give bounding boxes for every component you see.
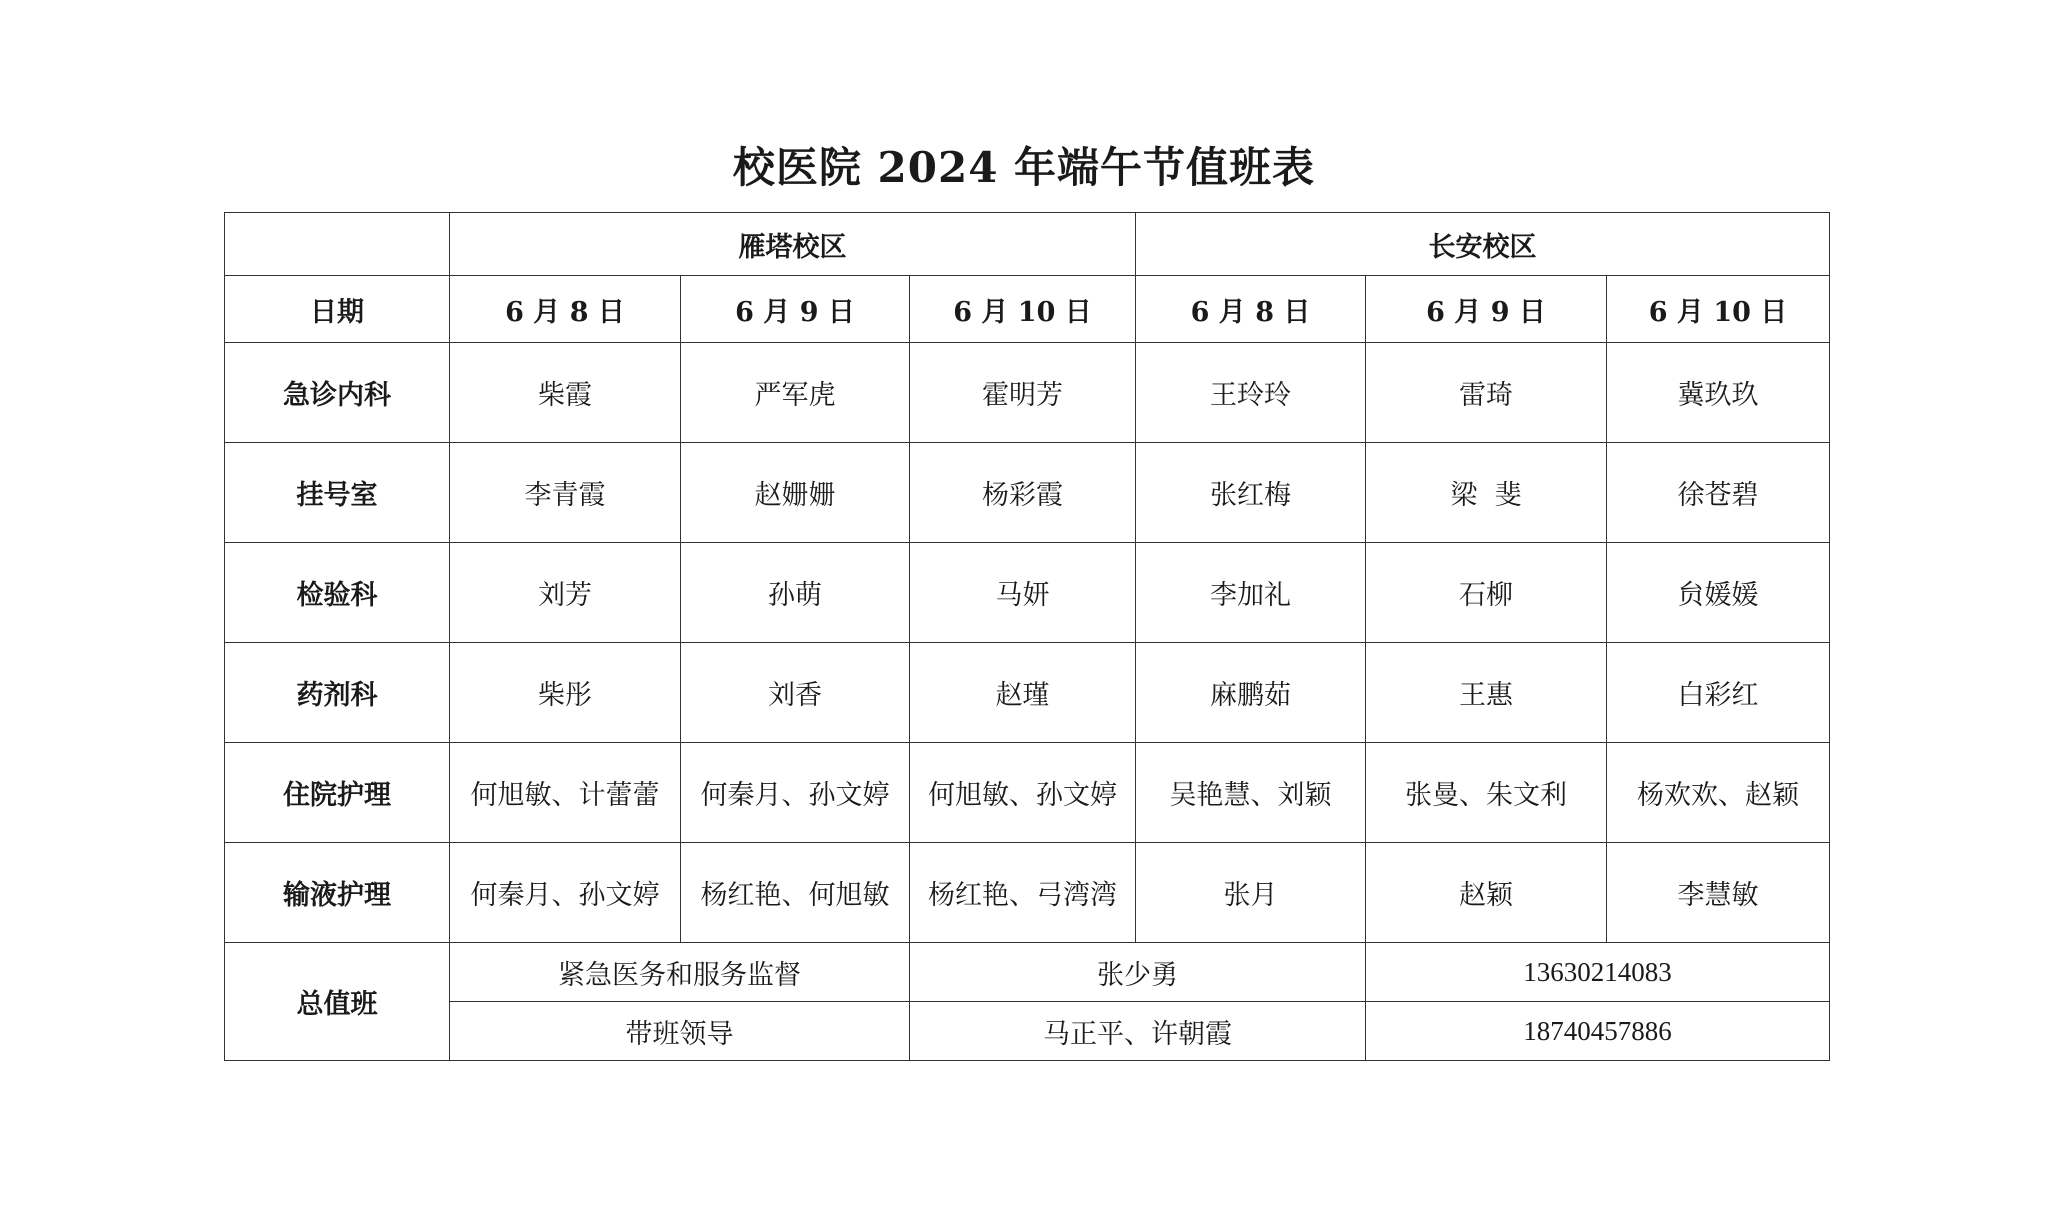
staff-cell: 严军虎: [681, 343, 910, 443]
staff-cell: 李加礼: [1136, 543, 1366, 643]
department-label: 急诊内科: [225, 343, 450, 443]
staff-cell: 张月: [1136, 843, 1366, 943]
duty-name: 马正平、许朝霞: [910, 1002, 1366, 1061]
department-label: 药剂科: [225, 643, 450, 743]
staff-cell: 赵颖: [1366, 843, 1607, 943]
staff-cell: 孙萌: [681, 543, 910, 643]
staff-cell: 杨红艳、弓湾湾: [910, 843, 1136, 943]
staff-cell: 柴彤: [450, 643, 681, 743]
staff-cell: 石柳: [1366, 543, 1607, 643]
campus-changan-header: 长安校区: [1136, 213, 1830, 276]
staff-cell: 王惠: [1366, 643, 1607, 743]
table-row: [225, 643, 1830, 743]
date-header: 6 月 9 日: [681, 276, 910, 343]
staff-cell: 刘芳: [450, 543, 681, 643]
staff-cell: 李慧敏: [1607, 843, 1830, 943]
date-header-row: [225, 276, 1830, 343]
campus-header-row: [225, 213, 1830, 276]
table-row: [225, 743, 1830, 843]
staff-cell: 何秦月、孙文婷: [681, 743, 910, 843]
staff-cell: 贠媛媛: [1607, 543, 1830, 643]
staff-cell: 吴艳慧、刘颖: [1136, 743, 1366, 843]
department-label: 住院护理: [225, 743, 450, 843]
department-label: 检验科: [225, 543, 450, 643]
date-header: 6 月 8 日: [1136, 276, 1366, 343]
staff-cell: 霍明芳: [910, 343, 1136, 443]
general-duty-row: [225, 1002, 1830, 1061]
duty-roster-table: [224, 212, 1830, 1061]
staff-cell: 杨彩霞: [910, 443, 1136, 543]
staff-cell: 杨欢欢、赵颖: [1607, 743, 1830, 843]
date-header: 6 月 10 日: [910, 276, 1136, 343]
table-row: [225, 443, 1830, 543]
date-label: 日期: [225, 276, 450, 343]
date-header: 6 月 8 日: [450, 276, 681, 343]
staff-cell: 何旭敏、计蕾蕾: [450, 743, 681, 843]
corner-cell: [225, 213, 450, 276]
staff-cell: 梁 斐: [1366, 443, 1607, 543]
table-row: [225, 343, 1830, 443]
staff-cell: 雷琦: [1366, 343, 1607, 443]
general-duty-label: 总值班: [225, 943, 450, 1061]
table-row: [225, 843, 1830, 943]
department-label: 挂号室: [225, 443, 450, 543]
duty-name: 张少勇: [910, 943, 1366, 1002]
staff-cell: 徐苍碧: [1607, 443, 1830, 543]
staff-cell: 白彩红: [1607, 643, 1830, 743]
general-duty-row: [225, 943, 1830, 1002]
duty-phone: 13630214083: [1366, 943, 1830, 1002]
staff-cell: 麻鹏茹: [1136, 643, 1366, 743]
staff-cell: 赵瑾: [910, 643, 1136, 743]
page-title: 校医院 2024 年端午节值班表: [732, 143, 1316, 192]
date-header: 6 月 9 日: [1366, 276, 1607, 343]
date-header: 6 月 10 日: [1607, 276, 1830, 343]
staff-cell: 王玲玲: [1136, 343, 1366, 443]
staff-cell: 何秦月、孙文婷: [450, 843, 681, 943]
department-label: 输液护理: [225, 843, 450, 943]
staff-cell: 杨红艳、何旭敏: [681, 843, 910, 943]
staff-cell: 赵姗姗: [681, 443, 910, 543]
staff-cell: 李青霞: [450, 443, 681, 543]
staff-cell: 刘香: [681, 643, 910, 743]
staff-cell: 张红梅: [1136, 443, 1366, 543]
table-row: [225, 543, 1830, 643]
staff-cell: 张曼、朱文利: [1366, 743, 1607, 843]
staff-cell: 柴霞: [450, 343, 681, 443]
duty-role: 带班领导: [450, 1002, 910, 1061]
campus-yanta-header: 雁塔校区: [450, 213, 1136, 276]
staff-cell: 冀玖玖: [1607, 343, 1830, 443]
duty-role: 紧急医务和服务监督: [450, 943, 910, 1002]
staff-cell: 马妍: [910, 543, 1136, 643]
staff-cell: 何旭敏、孙文婷: [910, 743, 1136, 843]
duty-phone: 18740457886: [1366, 1002, 1830, 1061]
